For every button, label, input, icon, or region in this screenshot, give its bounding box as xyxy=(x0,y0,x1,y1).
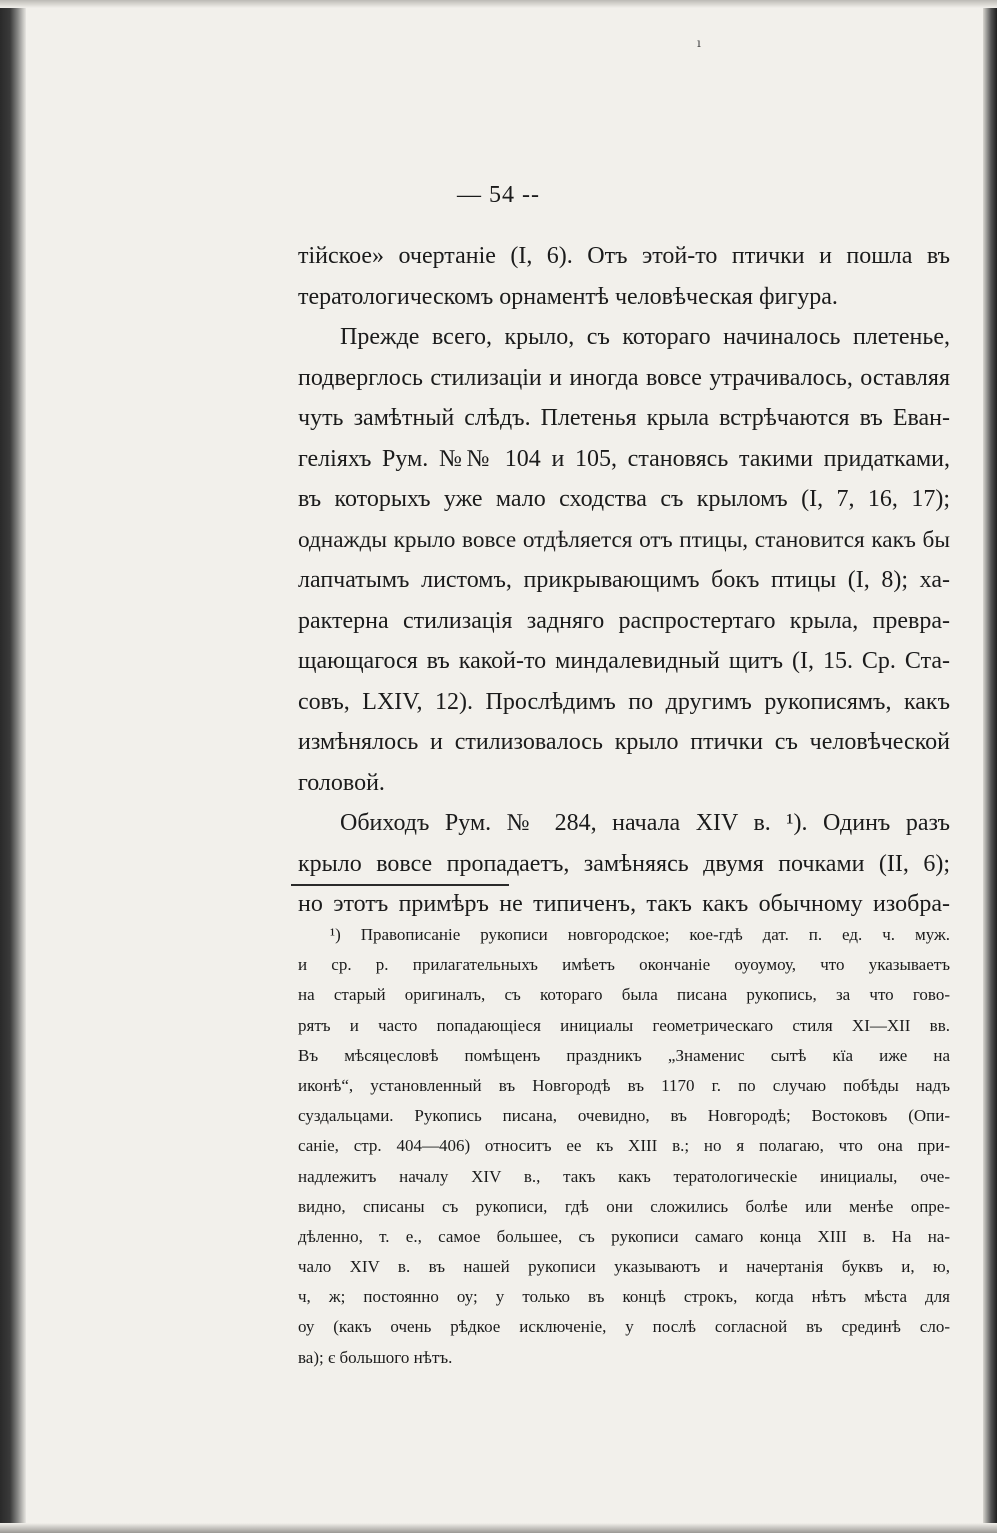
footnote-line: дѣленно, т. е., самое большее, съ рукописи самаго конца XIII в. На на- xyxy=(298,1226,950,1246)
text-line: въ которыхъ уже мало сходства съ крыломъ (I, 7, 16, 17); xyxy=(298,486,950,512)
text-line: щающагося въ какой-то миндалевидный щитъ (I, 15. Ср. Ста- xyxy=(298,648,950,674)
footnote-line: и ср. р. прилагательныхъ имѣетъ окончаніе оуоумоу, что указываетъ xyxy=(298,955,950,975)
footnote-line: ч, ж; постоянно оу; у только въ концѣ строкъ, когда нѣтъ мѣста для xyxy=(298,1287,950,1307)
footnote-line: ва); є большого нѣтъ. xyxy=(298,1347,453,1367)
scan-edge-right xyxy=(983,0,997,1533)
footnote-divider xyxy=(291,884,509,886)
scan-speck: ı xyxy=(697,36,701,50)
text-line: измѣнялось и стилизовалось крыло птички съ человѣческой xyxy=(298,729,950,755)
footnote-line: рятъ и часто попадающіеся инициалы геометрическаго стиля XI—XII вв. xyxy=(298,1015,950,1035)
footnote-line: надлежитъ началу XIV в., такъ какъ тератологическіе инициалы, оче- xyxy=(298,1166,950,1186)
text-line: головой. xyxy=(298,769,385,796)
text-line: совъ, LXIV, 12). Прослѣдимъ по другимъ рукописямъ, какъ xyxy=(298,688,950,715)
text-line: тійское» очертаніе (I, 6). Отъ этой-то птички и пошла въ xyxy=(298,243,950,269)
text-line: лапчатымъ листомъ, прикрывающимъ бокъ птицы (I, 8); ха- xyxy=(298,567,950,593)
footnote-line: видно, списаны съ рукописи, гдѣ они сложились болѣе или менѣе опре- xyxy=(298,1196,950,1216)
footnote-line: на старый оригиналъ, съ котораго была писана рукопись, за что гово- xyxy=(298,985,950,1005)
text-line: чуть замѣтный слѣдъ. Плетенья крыла встрѣчаются въ Еван- xyxy=(298,405,950,431)
scan-edge-bottom xyxy=(0,1523,997,1533)
text-line: рактерна стилизація задняго распростертаго крыла, превра- xyxy=(298,607,950,634)
text-line: но этотъ примѣръ не типиченъ, такъ какъ обычному изобра- xyxy=(298,891,950,917)
scan-edge-top xyxy=(0,0,997,8)
page-number: — 54 -- xyxy=(457,182,540,208)
main-text xyxy=(298,236,950,925)
text-line: однажды крыло вовсе отдѣляется отъ птицы, становится какъ бы xyxy=(298,526,950,553)
footnote xyxy=(298,920,950,1373)
footnote-line: суздальцами. Рукопись писана, очевидно, въ Новгородѣ; Востоковъ (Опи- xyxy=(298,1106,950,1126)
footnote-line: Въ мѣсяцесловѣ помѣщенъ праздникъ „Знаменис сытѣ кїа иже на xyxy=(298,1045,950,1065)
footnote-line: чало XIV в. въ нашей рукописи указываютъ и начертанія буквъ и, ю, xyxy=(298,1257,950,1277)
footnote-line: иконѣ“, установленный въ Новгородѣ въ 1170 г. по случаю побѣды надъ xyxy=(298,1075,950,1095)
footnote-line: ¹) Правописаніе рукописи новгородское; кое-гдѣ дат. п. ед. ч. муж. xyxy=(330,925,950,944)
text-line: Прежде всего, крыло, съ котораго начиналось плетенье, xyxy=(340,324,950,350)
text-line: геліяхъ Рум. №№ 104 и 105, становясь такими придатками, xyxy=(298,445,950,472)
text-line: подверглось стилизаціи и иногда вовсе утрачивалось, оставляя xyxy=(298,364,950,391)
text-line: Обиходъ Рум. № 284, начала XIV в. ¹). Одинъ разъ xyxy=(340,810,950,836)
text-line: крыло вовсе пропадаетъ, замѣняясь двумя почками (II, 6); xyxy=(298,850,950,877)
footnote-line: оу (какъ очень рѣдкое исключеніе, у послѣ согласной въ срединѣ сло- xyxy=(298,1317,950,1337)
footnote-line: саніе, стр. 404—406) относитъ ее къ XIII в.; но я полагаю, что она при- xyxy=(298,1136,950,1156)
text-line: тератологическомъ орнаментѣ человѣческая фигура. xyxy=(298,283,838,310)
scan-edge-left xyxy=(0,0,26,1533)
